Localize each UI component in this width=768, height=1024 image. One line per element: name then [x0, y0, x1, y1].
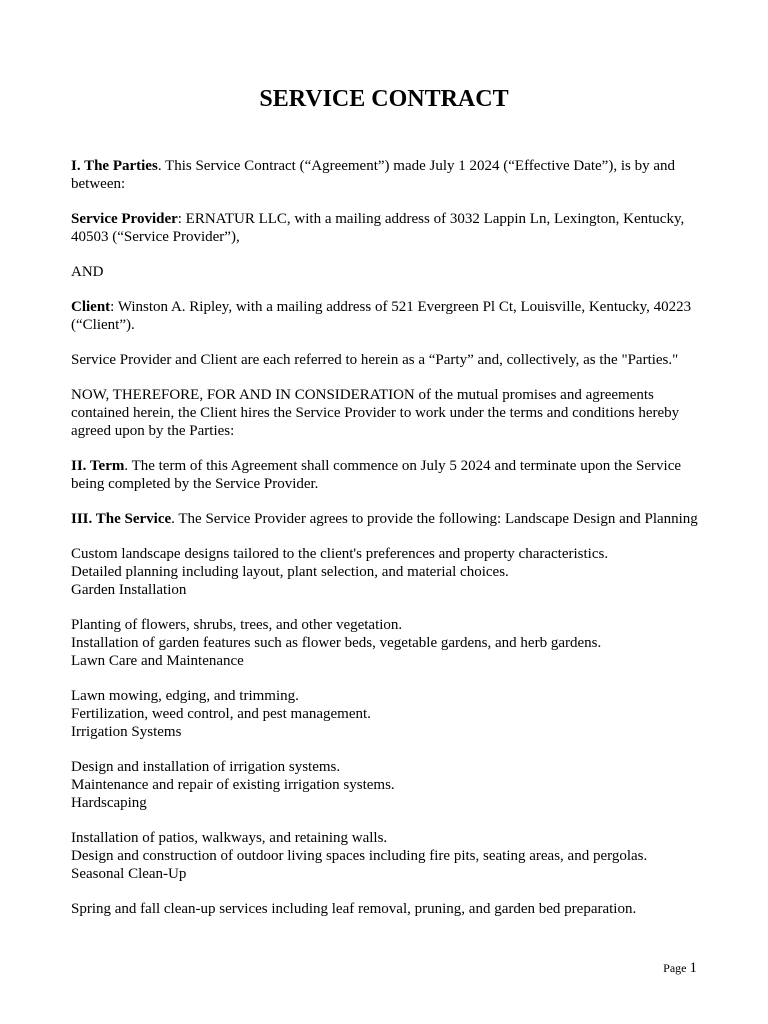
- service-block-5: [71, 829, 701, 883]
- service-line: Detailed planning including layout, plant selection, and material choices.: [71, 564, 509, 580]
- parties-text: . This Service Contract (“Agreement”) made July 1 2024 (“Effective Date”), is by and between:: [71, 158, 675, 192]
- service-line: Design and construction of outdoor living spaces including fire pits, seating areas, and pergolas.: [71, 848, 648, 864]
- service-subheading: Irrigation Systems: [71, 724, 182, 740]
- service-text: . The Service Provider agrees to provide the following: Landscape Design and Planning: [171, 511, 698, 527]
- page-label: Page: [663, 961, 687, 975]
- service-block-1: [71, 545, 701, 599]
- service-line: Lawn mowing, edging, and trimming.: [71, 688, 299, 704]
- service-block-3: [71, 687, 701, 741]
- document-title: SERVICE CONTRACT: [259, 86, 509, 112]
- service-subheading: Hardscaping: [71, 795, 147, 811]
- service-block-6: [71, 900, 701, 918]
- service-provider-text: : ERNATUR LLC, with a mailing address of 3032 Lappin Ln, Lexington, Kentucky, 40503 (“Service Provider”),: [71, 211, 685, 245]
- service-line: Maintenance and repair of existing irrigation systems.: [71, 777, 395, 793]
- service-line: Installation of patios, walkways, and retaining walls.: [71, 830, 388, 846]
- parties-paragraph: [71, 157, 701, 193]
- service-block-4: [71, 758, 701, 812]
- term-text: . The term of this Agreement shall commence on July 5 2024 and terminate upon the Service being completed by the Service Provider.: [71, 458, 682, 492]
- service-provider-label: Service Provider: [71, 211, 178, 227]
- service-heading: III. The Service: [71, 511, 172, 527]
- service-line: Design and installation of irrigation systems.: [71, 759, 341, 775]
- service-paragraph: [71, 510, 701, 528]
- document-body: [71, 157, 701, 935]
- service-subheading: Lawn Care and Maintenance: [71, 653, 244, 669]
- client-text: : Winston A. Ripley, with a mailing address of 521 Evergreen Pl Ct, Louisville, Kentucky, 40223 (“Client”).: [71, 299, 692, 333]
- service-block-2: [71, 616, 701, 670]
- service-provider-paragraph: [71, 210, 701, 246]
- consideration-paragraph: NOW, THEREFORE, FOR AND IN CONSIDERATION of the mutual promises and agreements contained herein, the Client hires the Service Provider to work under the terms and conditions hereby agreed upon by the Parties:: [71, 387, 680, 439]
- client-paragraph: [71, 298, 701, 334]
- term-paragraph: [71, 457, 701, 493]
- service-subheading: Garden Installation: [71, 582, 187, 598]
- party-definition-paragraph: Service Provider and Client are each referred to herein as a “Party” and, collectively, as the "Parties.": [71, 352, 679, 368]
- service-line: Installation of garden features such as flower beds, vegetable gardens, and herb gardens.: [71, 635, 602, 651]
- service-line: Spring and fall clean-up services including leaf removal, pruning, and garden bed preparation.: [71, 901, 637, 917]
- page-footer: [663, 959, 697, 977]
- parties-heading: I. The Parties: [71, 158, 158, 174]
- service-line: Custom landscape designs tailored to the client's preferences and property characteristics.: [71, 546, 609, 562]
- and-paragraph: AND: [71, 264, 104, 280]
- service-subheading: Seasonal Clean-Up: [71, 866, 187, 882]
- page-number: 1: [689, 960, 697, 976]
- service-line: Planting of flowers, shrubs, trees, and other vegetation.: [71, 617, 403, 633]
- client-label: Client: [71, 299, 111, 315]
- term-heading: II. Term: [71, 458, 125, 474]
- service-line: Fertilization, weed control, and pest management.: [71, 706, 371, 722]
